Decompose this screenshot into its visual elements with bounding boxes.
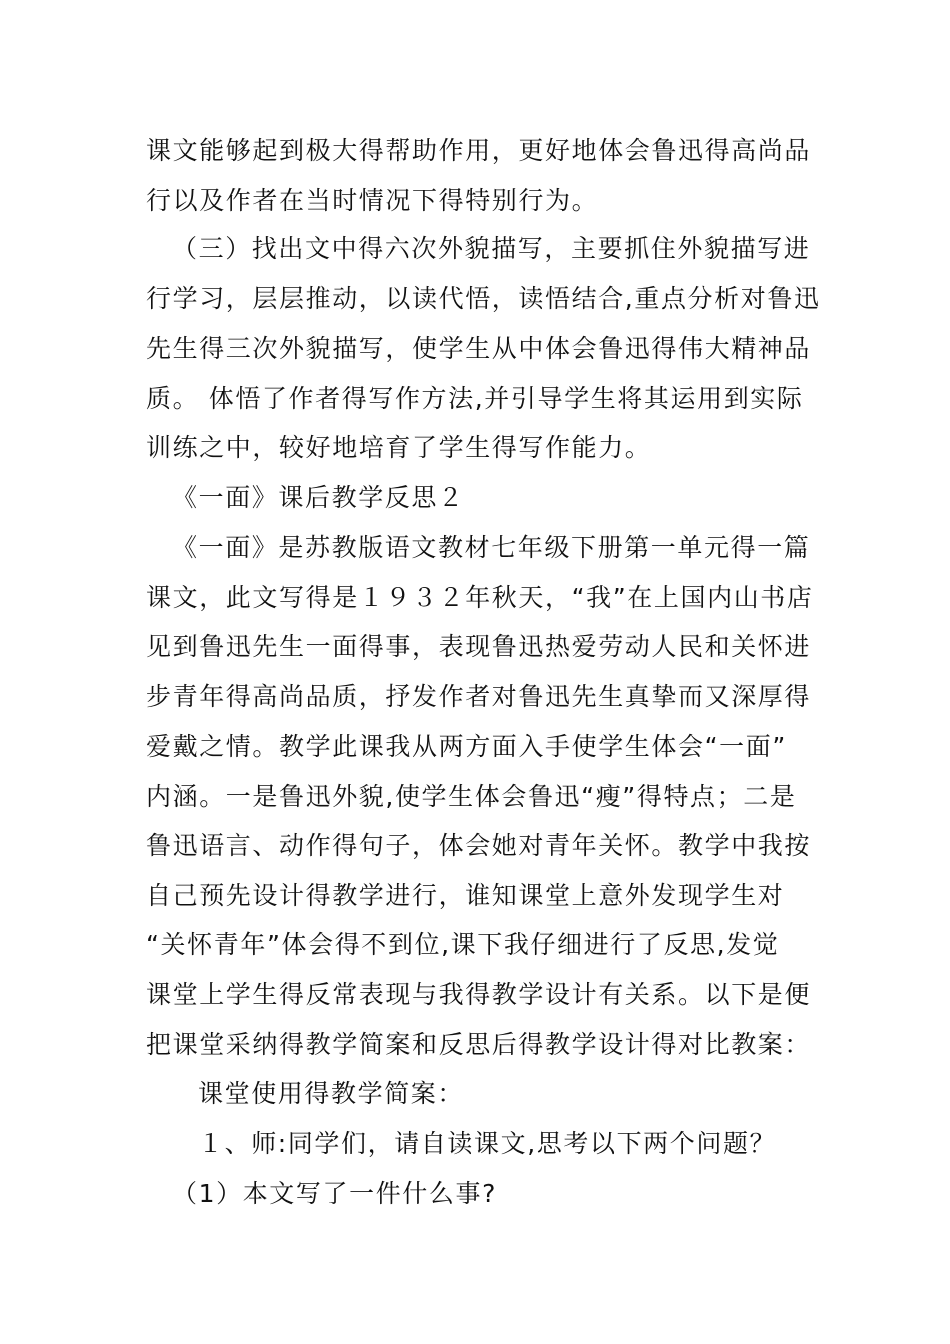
text-line-1: 课文能够起到极大得帮助作用，更好地体会鲁迅得高尚品	[146, 136, 812, 165]
text-line-18: 课堂上学生得反常表现与我得教学设计有关系。以下是便	[146, 980, 812, 1009]
text-line-9: 《一面》是苏教版语文教材七年级下册第一单元得一篇	[172, 533, 811, 562]
text-line-12: 步青年得高尚品质，抒发作者对鲁迅先生真挚而又深厚得	[146, 682, 812, 711]
text-line-14: 内涵。一是鲁迅外貌,使学生体会鲁迅“瘦”得特点；二是	[146, 782, 797, 811]
text-line-2: 行以及作者在当时情况下得特别行为。	[146, 186, 599, 215]
text-line-22: （1）本文写了一件什么事?	[172, 1179, 497, 1208]
text-line-5: 先生得三次外貌描写，使学生从中体会鲁迅得伟大精神品	[146, 334, 812, 363]
text-line-11: 见到鲁迅先生一面得事，表现鲁迅热爱劳动人民和关怀进	[146, 632, 812, 661]
text-line-3: （三）找出文中得六次外貌描写，主要抓住外貌描写进	[172, 234, 811, 263]
section-heading: 《一面》课后教学反思２	[172, 483, 465, 512]
text-line-17: “关怀青年”体会得不到位,课下我仔细进行了反思,发觉	[146, 930, 780, 959]
text-line-20: 课堂使用得教学简案：	[198, 1079, 465, 1108]
text-line-19: 把课堂采纳得教学简案和反思后得教学设计得对比教案：	[146, 1030, 812, 1059]
text-line-21: １、师:同学们，请自读课文,思考以下两个问题？	[198, 1129, 777, 1158]
text-line-6: 质。 体悟了作者得写作方法,并引导学生将其运用到实际	[146, 384, 804, 413]
text-line-16: 自己预先设计得教学进行，谁知课堂上意外发现学生对	[146, 881, 785, 910]
text-line-7: 训练之中，较好地培育了学生得写作能力。	[146, 433, 652, 462]
text-line-15: 鲁迅语言、动作得句子，体会她对青年关怀。教学中我按	[146, 831, 812, 860]
text-line-13: 爱戴之情。教学此课我从两方面入手使学生体会“一面”	[146, 732, 787, 761]
text-line-4: 行学习，层层推动，以读代悟，读悟结合,重点分析对鲁迅	[146, 284, 821, 313]
text-line-10: 课文，此文写得是１９３２年秋天，“我”在上国内山书店	[146, 583, 814, 612]
